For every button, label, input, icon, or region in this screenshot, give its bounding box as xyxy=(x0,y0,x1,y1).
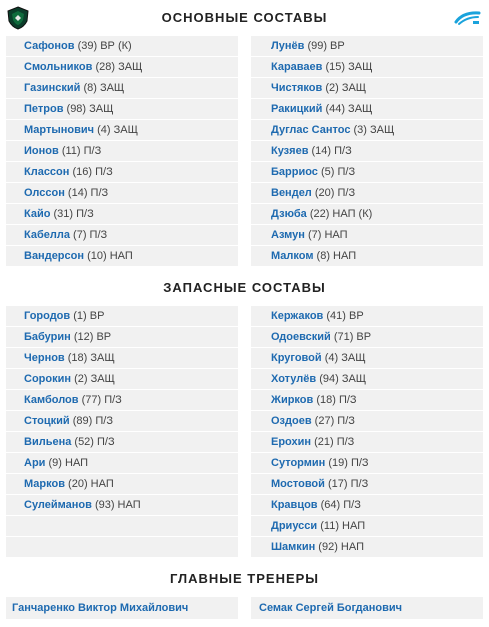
player-name-link[interactable]: Вильена xyxy=(24,436,72,448)
player-number-position: (21) П/З xyxy=(314,436,355,448)
player-name-link[interactable]: Кравцов xyxy=(271,499,318,511)
lineup-row xyxy=(6,57,238,78)
player-name-link[interactable]: Мартынович xyxy=(24,124,95,136)
sub-row xyxy=(6,348,238,369)
coaches-title: ГЛАВНЫЕ ТРЕНЕРЫ xyxy=(169,571,320,586)
player-name-link[interactable]: Стоцкий xyxy=(24,415,70,427)
sub-row xyxy=(6,537,238,558)
sub-row xyxy=(251,390,483,411)
sub-row xyxy=(6,369,238,390)
lineup-row xyxy=(251,57,483,78)
lineup-row xyxy=(251,99,483,120)
player-name-link[interactable]: Караваев xyxy=(271,61,323,73)
lineups-header xyxy=(0,0,489,36)
player-name-link[interactable]: Чистяков xyxy=(271,82,323,94)
player-number-position: (44) ЗАЩ xyxy=(325,103,373,115)
home-coach-name[interactable]: Ганчаренко Виктор Михайлович xyxy=(12,602,189,614)
home-coach xyxy=(6,597,238,619)
sub-row xyxy=(6,495,238,516)
zenit-logo[interactable] xyxy=(453,8,483,28)
sub-row xyxy=(251,537,483,558)
sub-row xyxy=(251,474,483,495)
player-name-link[interactable]: Хотулёв xyxy=(271,373,317,385)
player-name-link[interactable]: Камболов xyxy=(24,394,79,406)
player-name-link[interactable]: Мостовой xyxy=(271,478,325,490)
player-number-position: (19) П/З xyxy=(328,457,369,469)
lineup-row xyxy=(251,183,483,204)
lineups-table xyxy=(0,36,489,267)
player-name-link[interactable]: Одоевский xyxy=(271,331,331,343)
player-name-link[interactable]: Классон xyxy=(24,166,70,178)
player-number-position: (39) ВР (К) xyxy=(77,40,132,52)
player-number-position: (11) П/З xyxy=(61,145,102,157)
player-name-link[interactable]: Бабурин xyxy=(24,331,71,343)
sub-row xyxy=(251,495,483,516)
player-name-link[interactable]: Дриусси xyxy=(271,520,318,532)
sub-row xyxy=(251,453,483,474)
player-name-link[interactable]: Ерохин xyxy=(271,436,312,448)
lineup-row xyxy=(6,162,238,183)
player-number-position: (99) ВР xyxy=(307,40,345,52)
player-name-link[interactable]: Ионов xyxy=(24,145,59,157)
subs-title: ЗАПАСНЫЕ СОСТАВЫ xyxy=(163,280,326,295)
player-number-position: (9) НАП xyxy=(48,457,89,469)
player-name-link[interactable]: Кержаков xyxy=(271,310,324,322)
player-number-position: (92) НАП xyxy=(318,541,364,553)
player-number-position: (71) ВР xyxy=(333,331,372,343)
sub-row xyxy=(6,432,238,453)
away-subs xyxy=(251,306,483,558)
player-name-link[interactable]: Круговой xyxy=(271,352,322,364)
player-name-link[interactable]: Вендел xyxy=(271,187,312,199)
player-name-link[interactable]: Ракицкий xyxy=(271,103,323,115)
player-number-position: (20) П/З xyxy=(314,187,356,199)
lineup-row xyxy=(6,120,238,141)
lineup-row xyxy=(6,36,238,57)
player-number-position: (2) ЗАЩ xyxy=(325,82,367,94)
subs-table xyxy=(0,306,489,558)
player-name-link[interactable]: Олссон xyxy=(24,187,65,199)
away-coach xyxy=(251,597,483,619)
sub-row xyxy=(6,327,238,348)
player-number-position: (12) ВР xyxy=(73,331,112,343)
player-name-link[interactable]: Сорокин xyxy=(24,373,72,385)
player-number-position: (31) П/З xyxy=(53,208,94,220)
lineup-row xyxy=(251,204,483,225)
player-name-link[interactable]: Ари xyxy=(24,457,46,469)
player-number-position: (22) НАП (К) xyxy=(309,208,373,220)
sub-row xyxy=(251,327,483,348)
subs-header xyxy=(0,270,489,306)
player-number-position: (14) П/З xyxy=(67,187,109,199)
player-number-position: (64) П/З xyxy=(320,499,361,511)
player-name-link[interactable]: Азмун xyxy=(271,229,305,241)
player-number-position: (98) ЗАЩ xyxy=(66,103,114,115)
player-number-position: (28) ЗАЩ xyxy=(95,61,143,73)
player-number-position: (4) ЗАЩ xyxy=(324,352,366,364)
krasnodar-logo[interactable] xyxy=(6,6,30,30)
player-name-link[interactable]: Лунёв xyxy=(271,40,305,52)
player-number-position: (3) ЗАЩ xyxy=(353,124,395,136)
sub-row xyxy=(6,516,238,537)
player-name-link[interactable]: Чернов xyxy=(24,352,65,364)
player-number-position: (20) НАП xyxy=(68,478,114,490)
player-name-link[interactable]: Городов xyxy=(24,310,71,322)
home-lineup xyxy=(6,36,238,267)
player-number-position: (4) ЗАЩ xyxy=(97,124,138,136)
player-name-link[interactable]: Газинский xyxy=(24,82,81,94)
home-subs xyxy=(6,306,238,558)
lineup-row xyxy=(251,162,483,183)
sub-row xyxy=(6,390,238,411)
lineup-row xyxy=(251,141,483,162)
player-name-link[interactable]: Шамкин xyxy=(271,541,316,553)
sub-row xyxy=(6,306,238,327)
sub-row xyxy=(251,348,483,369)
lineup-row xyxy=(6,183,238,204)
player-number-position: (17) П/З xyxy=(327,478,369,490)
player-name-link[interactable]: Оздоев xyxy=(271,415,312,427)
player-name-link[interactable]: Петров xyxy=(24,103,64,115)
player-number-position: (94) ЗАЩ xyxy=(319,373,367,385)
lineup-row xyxy=(6,141,238,162)
player-number-position: (8) ЗАЩ xyxy=(83,82,125,94)
player-number-position: (15) ЗАЩ xyxy=(325,61,373,73)
sub-row xyxy=(251,369,483,390)
home-coach-col xyxy=(6,597,238,619)
lineup-row xyxy=(6,225,238,246)
player-name-link[interactable]: Малком xyxy=(271,250,314,262)
sub-row xyxy=(251,411,483,432)
player-name-link[interactable]: Кабелла xyxy=(24,229,70,241)
sub-row xyxy=(251,432,483,453)
away-lineup xyxy=(251,36,483,267)
player-number-position: (93) НАП xyxy=(94,499,141,511)
player-name-link[interactable]: Сутормин xyxy=(271,457,326,469)
lineup-row xyxy=(251,36,483,57)
player-name-link[interactable]: Сафонов xyxy=(24,40,75,52)
player-name-link[interactable]: Вандерсон xyxy=(24,250,85,262)
player-name-link[interactable]: Марков xyxy=(24,478,65,490)
lineup-row xyxy=(251,225,483,246)
player-number-position: (10) НАП xyxy=(87,250,133,262)
player-number-position: (8) НАП xyxy=(316,250,357,262)
player-number-position: (7) П/З xyxy=(73,229,108,241)
lineup-row xyxy=(251,78,483,99)
lineup-row xyxy=(6,99,238,120)
player-number-position: (52) П/З xyxy=(74,436,115,448)
player-number-position: (89) П/З xyxy=(72,415,113,427)
lineup-row xyxy=(6,204,238,225)
sub-row xyxy=(6,453,238,474)
lineup-row xyxy=(251,246,483,267)
player-number-position: (14) П/З xyxy=(311,145,352,157)
player-number-position: (7) НАП xyxy=(307,229,348,241)
player-name-link[interactable]: Барриос xyxy=(271,166,318,178)
player-number-position: (2) ЗАЩ xyxy=(74,373,115,385)
coaches-header xyxy=(0,561,489,597)
sub-row xyxy=(251,306,483,327)
player-number-position: (11) НАП xyxy=(320,520,366,532)
player-name-link[interactable]: Жирков xyxy=(271,394,314,406)
player-number-position: (41) ВР xyxy=(326,310,364,322)
player-number-position: (27) П/З xyxy=(314,415,355,427)
player-number-position: (18) ЗАЩ xyxy=(67,352,115,364)
player-name-link[interactable]: Кузяев xyxy=(271,145,309,157)
player-number-position: (16) П/З xyxy=(72,166,113,178)
lineup-row xyxy=(6,78,238,99)
player-number-position: (1) ВР xyxy=(73,310,105,322)
player-name-link[interactable]: Дзюба xyxy=(271,208,307,220)
player-name-link[interactable]: Кайо xyxy=(24,208,51,220)
player-number-position: (77) П/З xyxy=(81,394,122,406)
coaches-table xyxy=(0,597,489,619)
away-coach-name[interactable]: Семак Сергей Богданович xyxy=(259,602,403,614)
sub-row xyxy=(251,516,483,537)
lineup-row xyxy=(6,246,238,267)
sub-row xyxy=(6,474,238,495)
lineup-row xyxy=(251,120,483,141)
player-number-position: (18) П/З xyxy=(316,394,357,406)
player-number-position: (5) П/З xyxy=(320,166,356,178)
player-name-link[interactable]: Сулейманов xyxy=(24,499,92,511)
away-coach-col xyxy=(251,597,483,619)
player-name-link[interactable]: Смольников xyxy=(24,61,93,73)
player-name-link[interactable]: Дуглас Сантос xyxy=(271,124,351,136)
lineups-title: ОСНОВНЫЕ СОСТАВЫ xyxy=(161,10,328,25)
sub-row xyxy=(6,411,238,432)
